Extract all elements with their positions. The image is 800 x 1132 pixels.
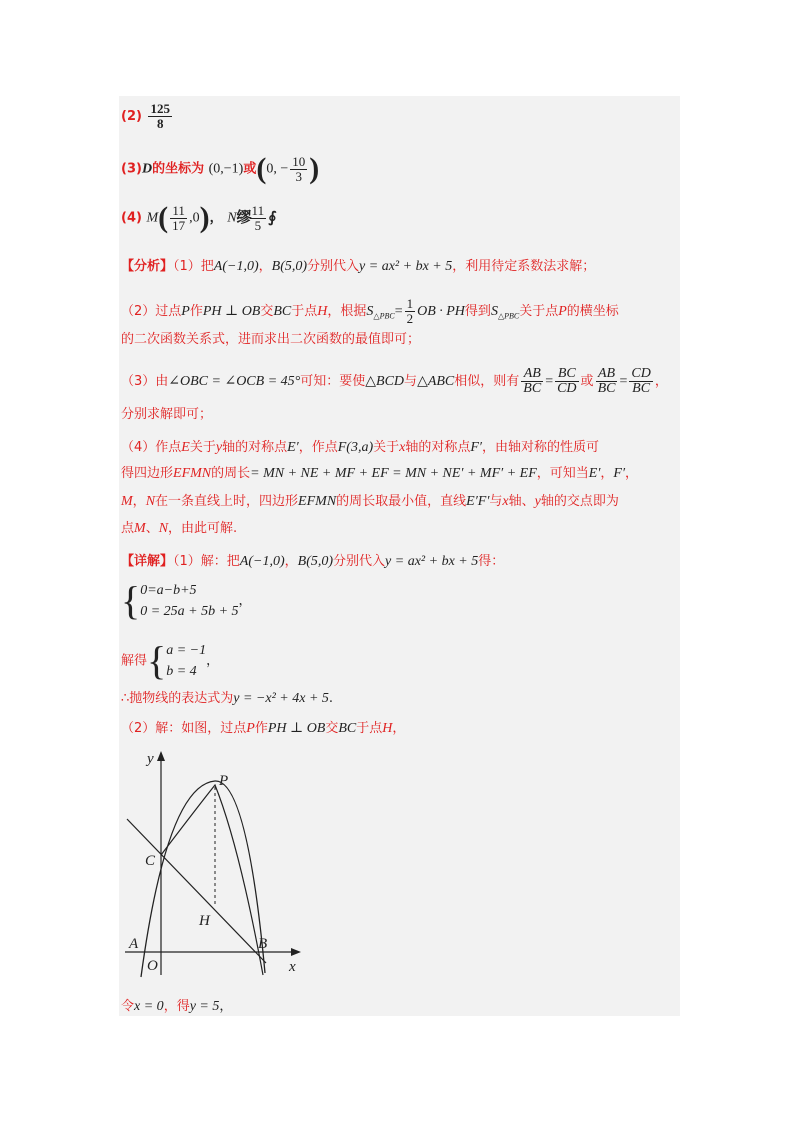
answer-3: (3)D的坐标为 (0,−1)或(0, − $\frac{10}{3}$ ) xyxy=(121,152,320,185)
analysis-4-line2: 得四边形EFMN的周长= MN + NE + MF + EF = MN + NE′ + MF′ + EF，可知当E′，F′， xyxy=(121,466,639,481)
analysis-4: （4）作点E关于y轴的对称点E′，作点F(3,a)关于x轴的对称点F′，由轴对称的性质可 xyxy=(121,440,600,455)
answer-4: (4) M( $\frac{11}{17}$ ,0)， N缪 $\frac{11}{5}$ ∮ xyxy=(121,201,273,234)
garbled-glyph: ∮ xyxy=(268,207,273,226)
solution-system: 解得{ a = −1 b = 4 ， xyxy=(121,638,220,683)
label-c: C xyxy=(145,853,156,869)
system-rows: 0=a−b+5 0 = 25a + 5b + 5 xyxy=(140,583,239,619)
analysis-1: 【分析】（1）把A(−1,0)，B(5,0)分别代入y = ax² + bx + 5，利用待定系数法求解； xyxy=(121,259,596,274)
line-cb xyxy=(127,819,266,963)
fraction: $\frac{BC}{CD}$ xyxy=(557,366,577,396)
label-x: x xyxy=(289,959,296,975)
answer-2: (2) $\frac{125}{8}$ xyxy=(121,101,170,131)
y-axis-arrow xyxy=(157,751,165,761)
analysis-4-line3: M，N在一条直线上时，四边形EFMN的周长取最小值，直线E′F′与x轴、y轴的交点即为 xyxy=(121,494,619,509)
fraction: $\frac{10}{3}$ xyxy=(292,153,306,184)
therefore-line: ∴抛物线的表达式为y = −x² + 4x + 5. xyxy=(121,691,334,706)
label-h: H xyxy=(199,913,210,929)
fraction: $\frac{11}{5}$ xyxy=(251,202,265,233)
label-a: A xyxy=(129,936,139,952)
fraction: $\frac{CD}{BC}$ xyxy=(631,366,651,396)
fraction: $\frac{AB}{BC}$ xyxy=(597,366,616,396)
analysis-2: （2）过点P作PH ⊥ OB交BC于点H，根据$S_{\triangle PBC}=$ $\frac{1}{2}$ OB · PH得到$S_{\triangle PBC}$关于点P的横坐标 xyxy=(121,296,619,326)
fraction: $\frac{AB}{BC}$ xyxy=(523,366,542,396)
label-o: O xyxy=(147,958,158,974)
label-p: P xyxy=(219,773,229,789)
label-b: B xyxy=(258,936,268,952)
detail-2: （2）解：如图，过点P作PH ⊥ OB交BC于点H， xyxy=(121,721,406,736)
garbled-glyph: 缪 xyxy=(236,207,248,226)
detail-tag: 【详解】 xyxy=(121,554,174,569)
parabola-curve xyxy=(141,781,268,977)
analysis-tag: 【分析】 xyxy=(121,259,174,274)
system-rows: a = −1 b = 4 xyxy=(166,643,207,679)
analysis-2-cont: 的二次函数关系式，进而求出二次函数的最值即可； xyxy=(121,332,421,347)
detail-1: 【详解】（1）解：把A(−1,0)，B(5,0)分别代入y = ax² + bx + 5得： xyxy=(121,554,505,569)
fraction: $\frac{11}{17}$ xyxy=(172,202,186,233)
equation-system-1: { 0=a−b+5 0 = 25a + 5b + 5 ， xyxy=(121,578,252,623)
analysis-3: （3）由∠OBC = ∠OCB = 45°可知：要使△BCD与△ABC相似，则有 $\frac{AB}{BC}$ = $\frac{BC}{CD}$ 或 $\frac{AB}{BC}$ = $\frac{CD}{BC}$ ， xyxy=(121,366,668,396)
analysis-4-line4: 点M、N，由此可解. xyxy=(121,521,238,536)
analysis-3-cont: 分别求解即可； xyxy=(121,407,213,422)
fraction: $\frac{125}{8}$ xyxy=(150,101,170,131)
parabola-figure xyxy=(119,745,309,985)
fraction: $\frac{1}{2}$ xyxy=(406,296,414,326)
secant-curve xyxy=(161,785,263,975)
label-y: y xyxy=(147,751,154,767)
final-line: 令x = 0，得y = 5， xyxy=(121,999,233,1014)
x-axis-arrow xyxy=(291,948,301,956)
